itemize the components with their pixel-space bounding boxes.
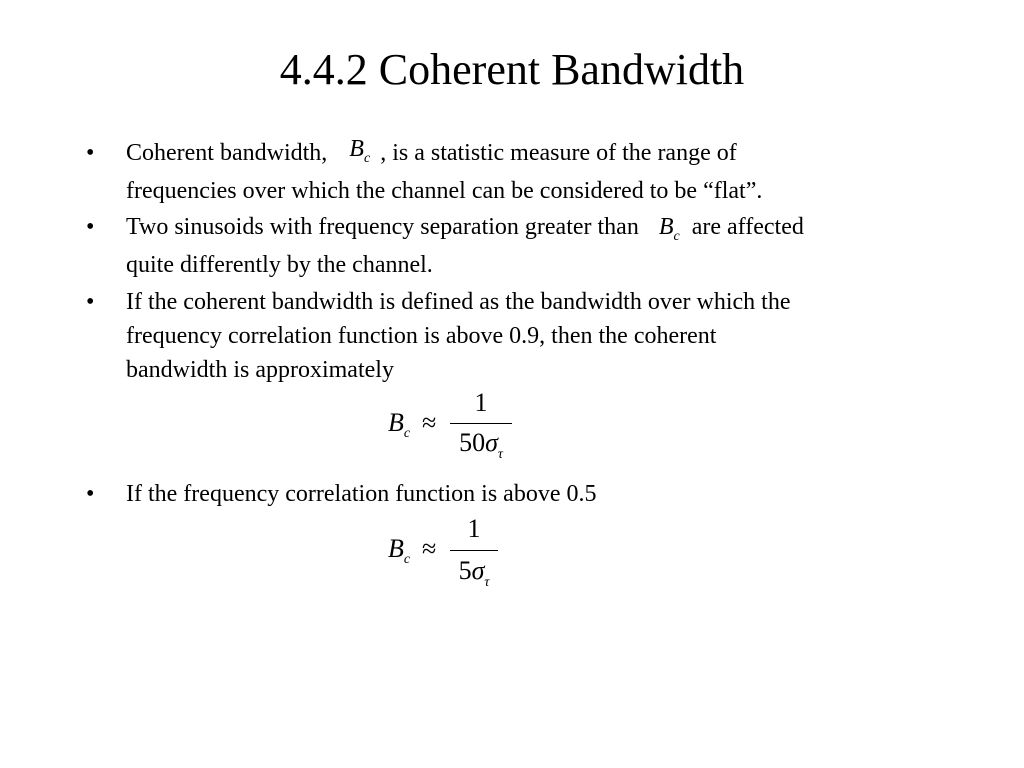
c-subscript: c — [403, 552, 411, 567]
c-subscript: c — [403, 426, 411, 441]
formula-2-numerator: 1 — [467, 514, 481, 543]
approx-symbol: ≈ — [422, 408, 437, 437]
bullet-3-line-2: frequency correlation function is above 0.9, then the coherent — [126, 323, 717, 349]
formula-1-fraction-bar — [450, 423, 512, 424]
slide-title: 4.4.2 Coherent Bandwidth — [279, 45, 745, 94]
sigma-symbol: σ — [485, 428, 498, 457]
bullet-dot: • — [86, 481, 95, 507]
bullet-dot: • — [86, 289, 95, 315]
formula-1-lhs — [388, 408, 411, 441]
denominator-coef: 5 — [458, 556, 472, 585]
sigma-symbol: σ — [471, 556, 485, 585]
bullet-1-line-1 — [126, 136, 762, 174]
b-letter: B — [388, 408, 404, 437]
formula-2-lhs — [388, 534, 411, 567]
denominator-coef: 50 — [459, 428, 486, 457]
b-letter: B — [388, 534, 404, 563]
bullet-4-line-1: If the frequency correlation function is above 0.5 — [126, 481, 597, 507]
bullet-3-line-1: If the coherent bandwidth is defined as the bandwidth over which the — [126, 289, 791, 315]
formula-1-numerator: 1 — [474, 388, 488, 417]
b-letter: B — [658, 214, 674, 240]
bullet-2-line-2: quite differently by the channel. — [126, 252, 433, 278]
bullet-text-1 — [126, 136, 762, 208]
b-letter: B — [349, 136, 364, 162]
bullet-1-line-2: frequencies over which the channel can be considered to be “flat”. — [126, 178, 763, 204]
bullet-dot: • — [86, 140, 95, 166]
formula-1 — [388, 388, 528, 468]
c-subscript: c — [363, 151, 371, 166]
formula-1-denominator — [448, 428, 514, 462]
approx-symbol: ≈ — [422, 534, 437, 563]
bullet-dot: • — [86, 214, 95, 240]
c-subscript: c — [673, 229, 680, 244]
tau-subscript: τ — [484, 575, 490, 590]
formula-2 — [388, 514, 508, 594]
formula-2-fraction-bar — [450, 550, 498, 551]
bullet-2-text-after: are affected — [691, 214, 804, 240]
formula-2-denominator — [448, 556, 500, 590]
bc-symbol — [333, 132, 374, 170]
bullet-text-3 — [126, 285, 790, 387]
bullet-text-4 — [126, 477, 596, 511]
bullet-1-text-after: , is a statistic measure of the range of — [380, 140, 737, 166]
bullet-2-text-before: Two sinusoids with frequency separation greater than — [126, 214, 639, 240]
bullet-text-2 — [126, 210, 804, 282]
bc-symbol — [645, 210, 686, 248]
bullet-2-line-1 — [126, 210, 804, 248]
bullet-3-line-3: bandwidth is approximately — [126, 357, 394, 383]
tau-subscript: τ — [497, 447, 503, 462]
bullet-1-text-before: Coherent bandwidth, — [126, 140, 328, 166]
